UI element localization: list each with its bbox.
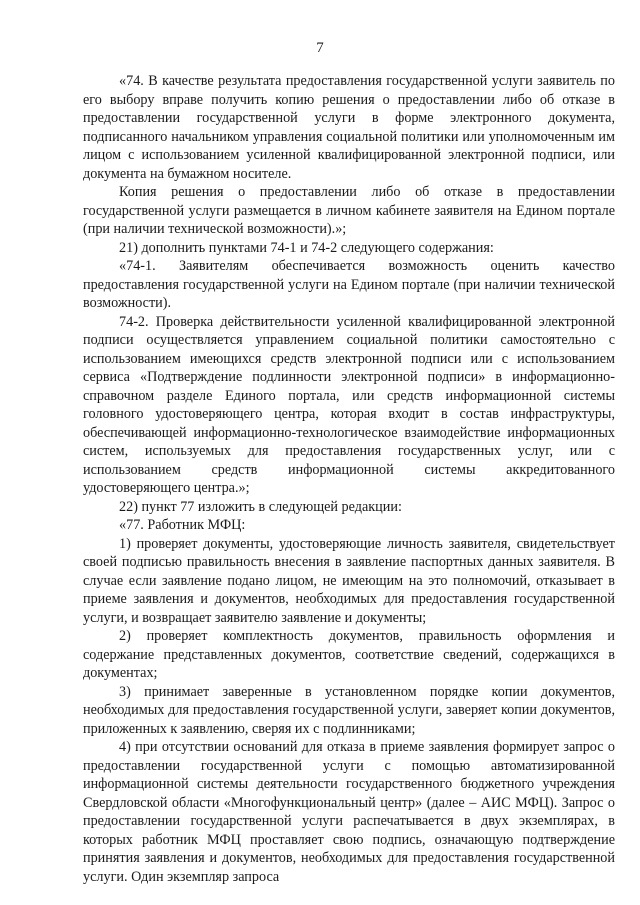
paragraph-77-item-2: 2) проверяет комплектность документов, правильность оформления и содержание представленных документов, соответствие сведений, содержащихся в документах;: [83, 628, 615, 681]
document-body: [83, 72, 615, 886]
paragraph-77-item-1: 1) проверяет документы, удостоверяющие личность заявителя, свидетельствует своей подписью правильность внесения в заявление паспортных данных заявителя. В случае если заявление подано лицом, не имеющим на это полномочий, отказывает в приеме заявления и документов, необходимых для предоставления государственной услуги, и возвращает заявителю заявление и документы;: [83, 535, 615, 626]
paragraph-amendment-22: 22) пункт 77 изложить в следующей редакции:: [119, 498, 402, 515]
paragraph-77-heading: «77. Работник МФЦ:: [119, 517, 246, 533]
paragraph-74-1: «74-1. Заявителям обеспечивается возможность оценить качество предоставления государственной услуги на Едином портале (при наличии технической возможности).: [83, 258, 615, 311]
paragraph-74-copy-decision: Копия решения о предоставлении либо об отказе в предоставлении государственной услуги размещается в личном кабинете заявителя на Едином портале (при наличии технической возможности).»;: [83, 184, 615, 237]
page-number: 7: [316, 40, 324, 56]
paragraph-77-item-3: 3) принимает заверенные в установленном порядке копии документов, необходимых для предоставления государственной услуги, заверяет копии документов, приложенных к заявлению, сверяя их с подлинниками;: [83, 683, 615, 737]
paragraph-74-2: 74-2. Проверка действительности усиленной квалифицированной электронной подписи осуществляется управлением социальной политики самостоятельно с использованием имеющихся средств электронной подписи или с использованием сервиса «Подтверждение подлинности электронной подписи» в информационно-справочном разделе Единого портала, или средств информационной системы головного удостоверяющего центра, которая входит в состав инфраструктуры, обеспечивающей информационно-технологическое взаимодействие информационных систем, используемых для предоставления государственных услуг, или с использованием средств информационной системы аккредитованного удостоверяющего центра.»;: [83, 313, 615, 496]
paragraph-amendment-21: 21) дополнить пунктами 74-1 и 74-2 следующего содержания:: [119, 239, 494, 256]
paragraph-74: «74. В качестве результата предоставления государственной услуги заявитель по его выбору вправе получить копию решения о предоставлении либо об отказе в предоставлении государственной услуги в форме электронного документа, подписанного начальником управления социальной политики или уполномоченным им лицом с использованием усиленной квалифицированной электронной подписи, или документа на бумажном носителе.: [83, 73, 615, 182]
paragraph-77-item-4: 4) при отсутствии оснований для отказа в приеме заявления формирует запрос о предоставлении государственной услуги с помощью автоматизированной информационной системы деятельности государственного бюджетного учреждения Свердловской области «Многофункциональный центр» (далее – АИС МФЦ). Запрос о предоставлении государственной услуги распечатывается в двух экземплярах, в которых работник МФЦ проставляет свою подпись, означающую подтверждение принятия заявления и документов, необходимых для предоставления государственной услуги. Один экземпляр запроса: [83, 739, 615, 885]
